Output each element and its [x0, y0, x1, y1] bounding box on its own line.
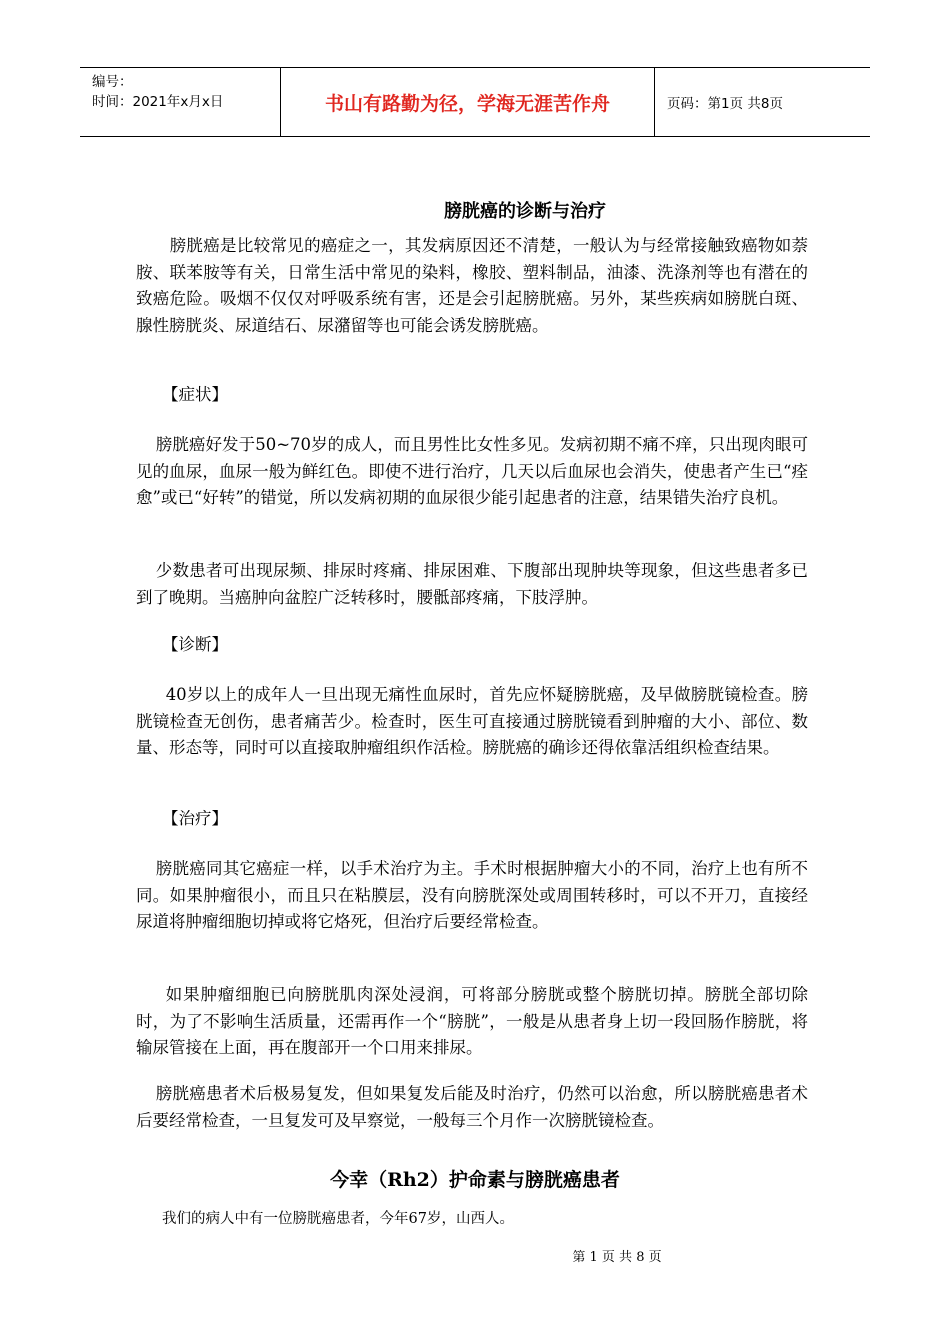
article2-paragraph-1: 我们的病人中有一位膀胱癌患者，今年67岁，山西人。: [162, 1211, 514, 1227]
header-meta-cell: [80, 68, 281, 136]
page-header: [80, 67, 870, 137]
diagnosis-paragraph-1: 40岁以上的成年人一旦出现无痛性血尿时，首先应怀疑膀胱癌，及早做膀胱镜检查。膀胱镜检查无创伤，患者痛苦少。检查时，医生可直接通过膀胱镜看到肿瘤的大小、部位、数量、形态等，同时可以直接取肿瘤组织作活检。膀胱癌的确诊还得依靠活组织检查结果。: [136, 685, 808, 757]
symptoms-paragraph-1: 膀胱癌好发于50~70岁的成人，而且男性比女性多见。发病初期不痛不痒，只出现肉眼可见的血尿，血尿一般为鲜红色。即使不进行治疗，几天以后血尿也会消失，使患者产生已“痊愈”或已“好转”的错觉，所以发病初期的血尿很少能引起患者的注意，结果错失治疗良机。: [136, 435, 808, 507]
treatment-paragraph-1: 膀胱癌同其它癌症一样，以手术治疗为主。手术时根据肿瘤大小的不同，治疗上也有所不同。如果肿瘤很小，而且只在粘膜层，没有向膀胱深处或周围转移时，可以不开刀，直接经尿道将肿瘤细胞切掉或将它烙死，但治疗后要经常检查。: [136, 859, 808, 931]
symptoms-paragraph-2: 少数患者可出现尿频、排尿时疼痛、排尿困难、下腹部出现肿块等现象，但这些患者多已到了晚期。当癌肿向盆腔广泛转移时，腰骶部疼痛，下肢浮肿。: [136, 561, 808, 607]
treatment-paragraph-3: 膀胱癌患者术后极易复发，但如果复发后能及时治疗，仍然可以治愈，所以膀胱癌患者术后要经常检查，一旦复发可及早察觉，一般每三个月作一次膀胱镜检查。: [136, 1084, 808, 1130]
page-footer: 第 1 页 共 8 页: [572, 1250, 662, 1265]
article2-title: 今幸（Rh2）护命素与膀胱癌患者: [330, 1169, 620, 1191]
document-date-label: 时间：2021年x月x日: [92, 94, 224, 110]
header-page-info: 页码：第1页 共8页: [667, 96, 783, 112]
intro-paragraph: 膀胱癌是比较常见的癌症之一，其发病原因还不清楚，一般认为与经常接触致癌物如萘胺、联苯胺等有关，日常生活中常见的染料，橡胶、塑料制品，油漆、洗涤剂等也有潜在的致癌危险。吸烟不仅仅对呼吸系统有害，还是会引起膀胱癌。另外，某些疾病如膀胱白斑、腺性膀胱炎、尿道结石、尿潴留等也可能会诱发膀胱癌。: [136, 236, 808, 335]
document-number-label: 编号：: [92, 74, 133, 90]
diagnosis-heading: 【诊断】: [162, 635, 228, 654]
article-title: 膀胱癌的诊断与治疗: [444, 201, 606, 222]
treatment-heading: 【治疗】: [162, 809, 228, 828]
symptoms-heading: 【症状】: [162, 385, 228, 404]
header-motto: 书山有路勤为径，学海无涯苦作舟: [281, 68, 655, 136]
treatment-paragraph-2: 如果肿瘤细胞已向膀胱肌肉深处浸润，可将部分膀胱或整个膀胱切掉。膀胱全部切除时，为了不影响生活质量，还需再作一个“膀胱”，一般是从患者身上切一段回肠作膀胱，将输尿管接在上面，再在腹部开一个口用来排尿。: [136, 985, 808, 1057]
